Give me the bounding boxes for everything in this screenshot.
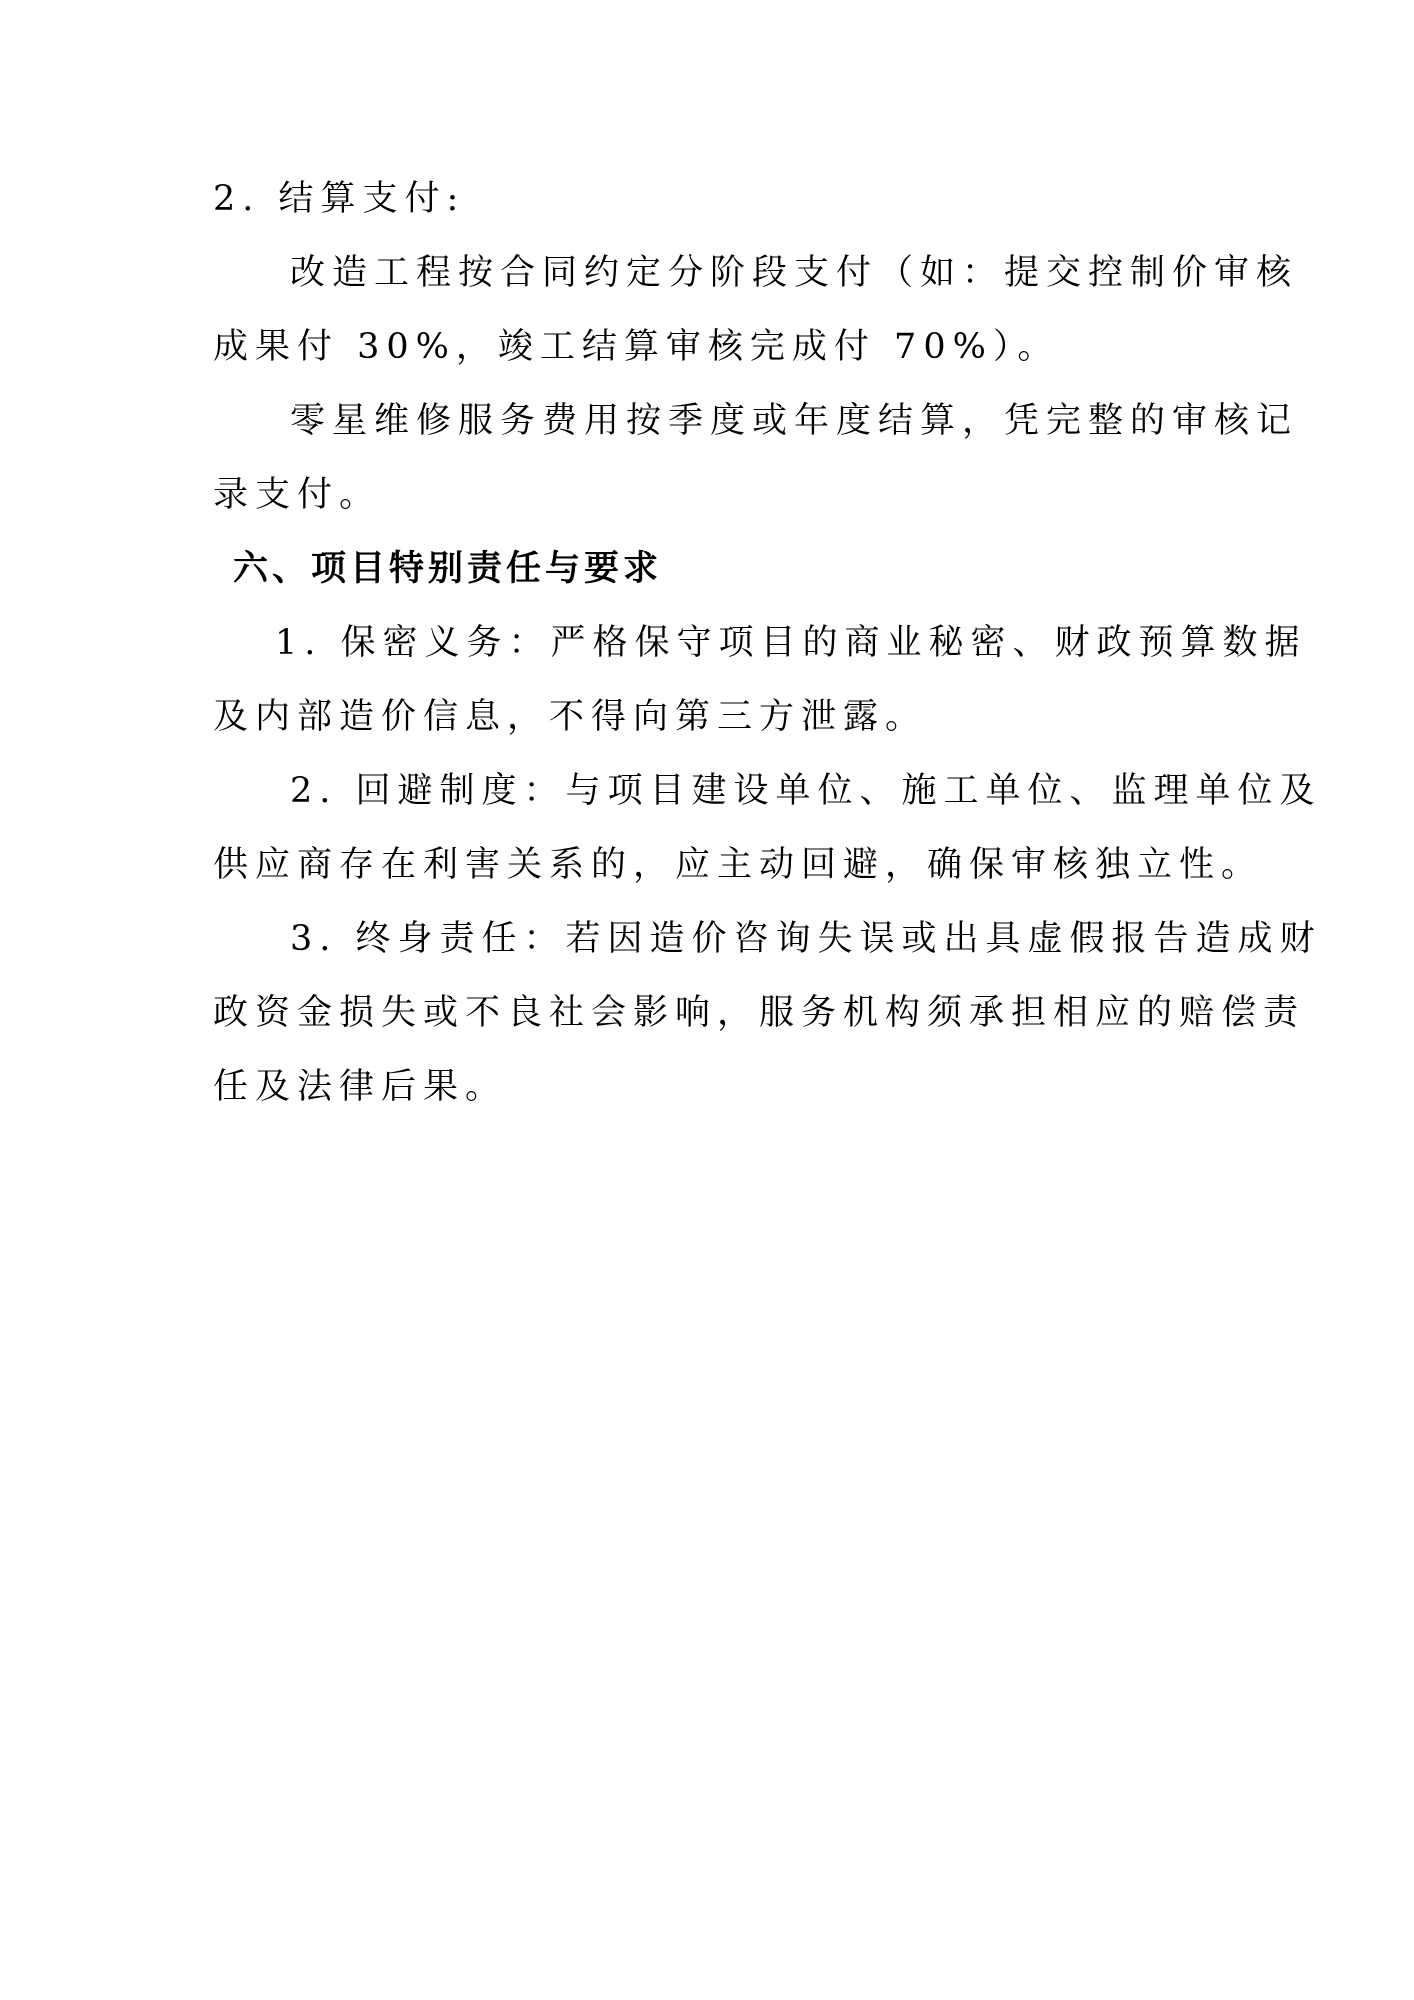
- paragraph-line: 录支付。: [213, 475, 382, 515]
- document-body: [213, 178, 1322, 1140]
- confidentiality-item: [213, 622, 1307, 738]
- paragraph-line: 改造工程按合同约定分阶段支付（如：提交控制价审核: [290, 253, 1299, 293]
- paragraph-line: 成果付 30%，竣工结算审核完成付 70%）。: [213, 327, 1060, 367]
- lifetime-liability-item: [213, 918, 1322, 1108]
- recusal-item: [213, 770, 1322, 886]
- settlement-heading: 2. 结算支付:: [213, 179, 466, 219]
- settlement-paragraph-maintenance: [213, 400, 1299, 516]
- paragraph-line: 任及法律后果。: [213, 1067, 508, 1107]
- paragraph-line: 供应商存在利害关系的，应主动回避，确保审核独立性。: [213, 845, 1264, 885]
- section-six-heading: 六、项目特别责任与要求: [233, 549, 663, 589]
- settlement-paragraph-staged-payment: [213, 252, 1299, 368]
- paragraph-line: 零星维修服务费用按季度或年度结算，凭完整的审核记: [290, 401, 1299, 441]
- paragraph-line: 及内部造价信息，不得向第三方泄露。: [213, 697, 928, 737]
- paragraph-line: 3. 终身责任：若因造价咨询失误或出具虚假报告造成财: [290, 919, 1322, 959]
- paragraph-line: 1. 保密义务：严格保守项目的商业秘密、财政预算数据: [275, 623, 1307, 663]
- paragraph-line: 政资金损失或不良社会影响，服务机构须承担相应的赔偿责: [213, 993, 1306, 1033]
- paragraph-line: 2. 回避制度：与项目建设单位、施工单位、监理单位及: [290, 771, 1322, 811]
